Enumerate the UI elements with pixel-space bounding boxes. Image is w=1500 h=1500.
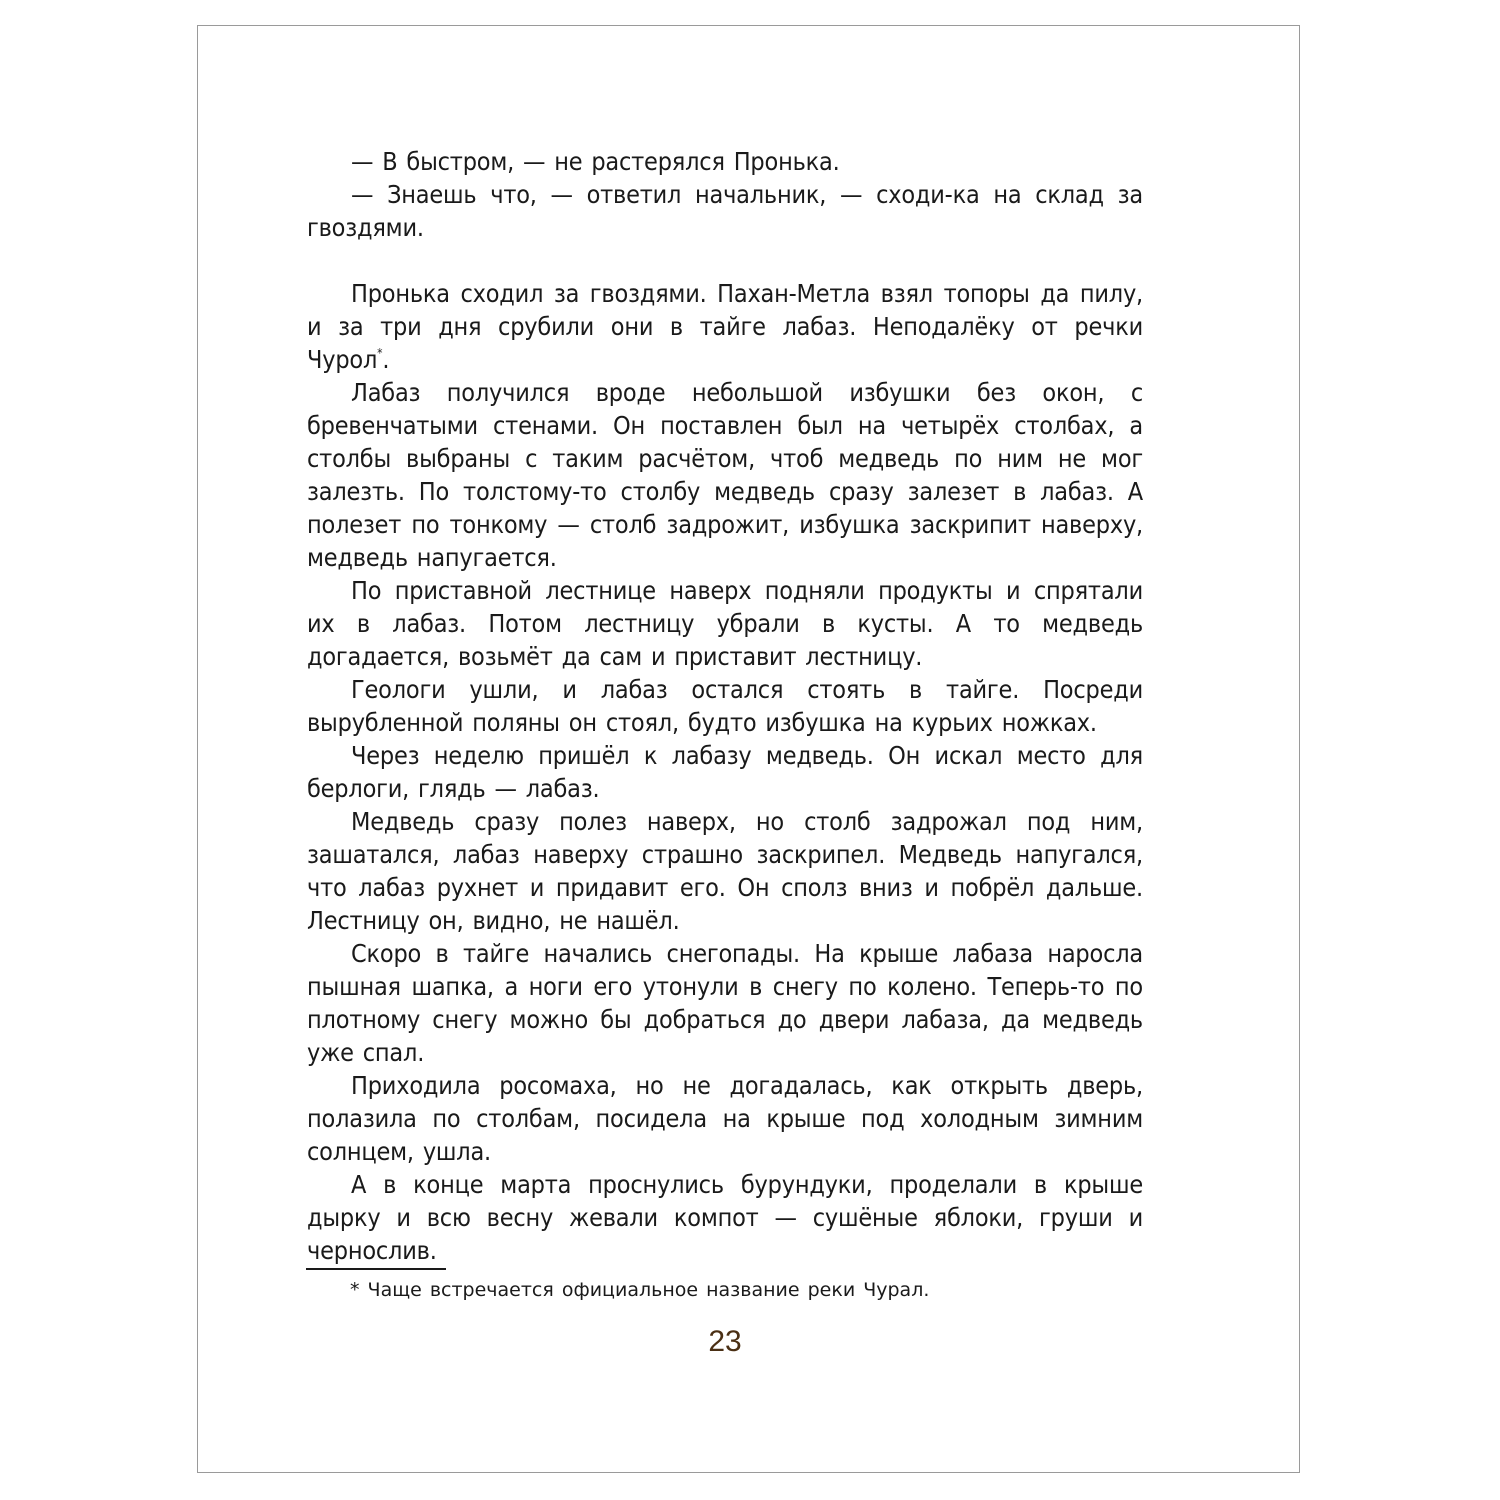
paragraph: Приходила росомаха, но не догадалась, как открыть дверь, полазила по столбам, посидела на крыше под холодным зимним солнцем, ушла. [307, 1071, 1143, 1166]
paragraph: Геологи ушли, и лабаз остался стоять в тайге. Посреди вырубленной поляны он стоял, будто избушка на курьих ножках. [307, 675, 1143, 737]
paragraph: А в конце марта проснулись бурундуки, проделали в крыше дырку и всю весну жевали компот — сушёные яблоки, груши и чернослив. [307, 1170, 1143, 1265]
paragraph: Лабаз получился вроде небольшой избушки без окон, с бревенчатыми стенами. Он поставлен был на четырёх столбах, а столбы выбраны с таким расчётом, чтоб медведь по ним не мог залезть. По толстому-то столбу медведь сразу залезет в лабаз. А полезет по тонкому — столб задрожит, избушка заскрипит наверху, медведь напугается. [307, 378, 1143, 572]
paragraph: По приставной лестнице наверх подняли продукты и спрятали их в лабаз. Потом лестницу убрали в кусты. А то медведь догадается, возьмёт да сам и приставит лестницу. [307, 576, 1143, 671]
footnote-divider [306, 1268, 446, 1270]
paragraph: — Знаешь что, — ответил начальник, — сходи-ка на склад за гвоздями. [307, 180, 1143, 242]
paragraph [307, 277, 1143, 376]
footnote-marker: * [377, 346, 383, 360]
paragraph-text: Пронька сходил за гвоздями. Пахан-Метла взял топоры да пилу, и за три дня срубили они в тайге лабаз. Неподалёку от речки Чурол [307, 279, 1143, 374]
paragraph-end: . [382, 345, 390, 374]
paragraph: Через неделю пришёл к лабазу медведь. Он искал место для берлоги, глядь — лабаз. [307, 741, 1143, 803]
paragraph: — В быстром, — не растерялся Пронька. [351, 147, 840, 176]
footnote: * Чаще встречается официальное название реки Чурал. [350, 1279, 930, 1301]
body-text [307, 145, 1143, 1267]
paragraph: Медведь сразу полез наверх, но столб задрожал под ним, зашатался, лабаз наверху страшно заскрипел. Медведь напугался, что лабаз рухнет и придавит его. Он сполз вниз и побрёл дальше. Лестницу он, видно, не нашёл. [307, 807, 1143, 935]
page-number: 23 [708, 1325, 742, 1358]
paragraph: Скоро в тайге начались снегопады. На крыше лабаза наросла пышная шапка, а ноги его утонули в снегу по колено. Теперь-то по плотному снегу можно бы добраться до двери лабаза, да медведь уже спал. [307, 939, 1143, 1067]
